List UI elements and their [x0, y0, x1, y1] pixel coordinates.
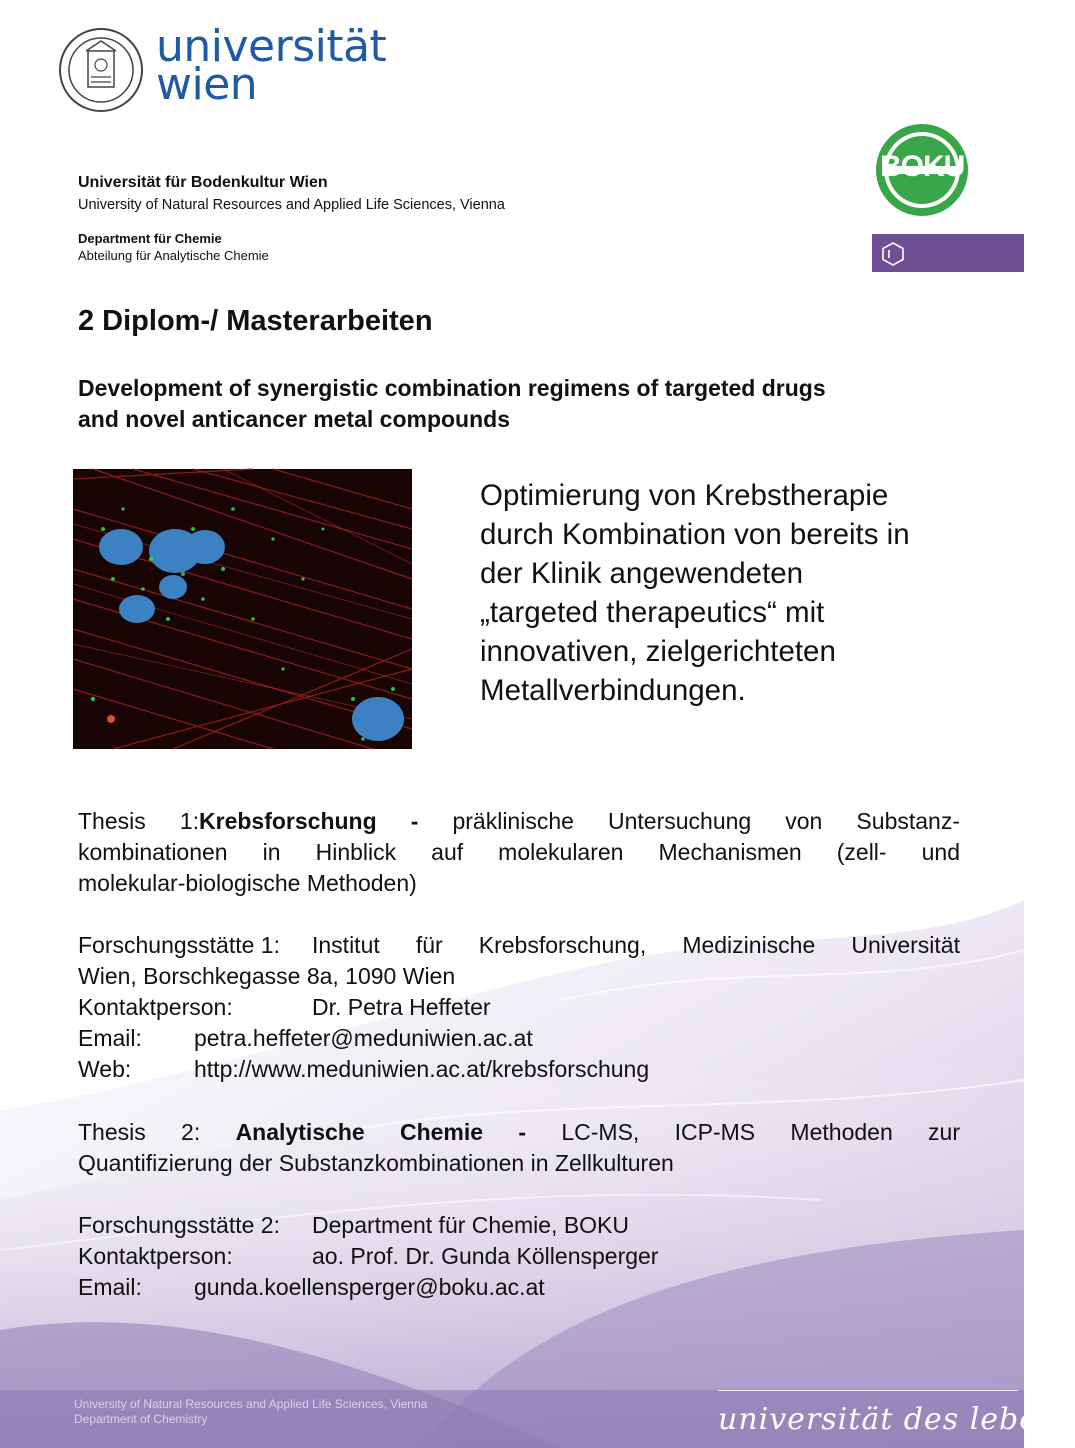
thesis2-description: LC-MS, ICP-MS Methoden zur: [561, 1119, 960, 1145]
site-label: Forschungsstätte 2:: [78, 1212, 280, 1238]
thesis1-web: [78, 1054, 649, 1085]
footer-divider: [718, 1390, 1018, 1391]
footer-slogan: universität des lebens: [718, 1402, 1075, 1437]
thesis1-description: präklinische Untersuchung von Substanz-: [452, 808, 960, 834]
hexagon-icon: [880, 241, 906, 267]
thesis1-topic: Krebsforschung -: [199, 808, 419, 834]
thesis1-description-line: molekular-biologische Methoden): [78, 870, 417, 896]
web-link[interactable]: http://www.meduniwien.ac.at/krebsforschung: [194, 1056, 650, 1082]
contact-label: Kontaktperson:: [78, 994, 233, 1020]
thesis1-site-address: Wien, Borschkegasse 8a, 1090 Wien: [78, 963, 456, 989]
contact-value: ao. Prof. Dr. Gunda Köllensperger: [312, 1243, 659, 1269]
site-value: Institut für Krebsforschung, Medizinische Universität: [312, 932, 960, 958]
thesis1-contact: [78, 992, 491, 1023]
thesis2-heading-line: [78, 1117, 960, 1148]
thesis1-description-line: kombinationen in Hinblick auf molekularen Mechanismen (zell- und: [78, 839, 960, 865]
intro-line: Optimierung von Krebstherapie: [480, 479, 889, 512]
subtitle-line: Development of synergistic combination regimens of targeted drugs: [78, 375, 826, 401]
thesis2-topic: Analytische Chemie -: [235, 1119, 527, 1145]
wordmark-line1: universität: [156, 21, 387, 72]
thesis2-site: [78, 1210, 629, 1241]
footer-department: Department of Chemistry: [74, 1412, 208, 1426]
institution-name-de: Universität für Bodenkultur Wien: [78, 174, 328, 191]
intro-line: durch Kombination von bereits in: [480, 518, 910, 551]
thesis1-email: [78, 1023, 533, 1054]
thesis2-prefix: Thesis 2:: [78, 1119, 201, 1145]
thesis2-contact: [78, 1241, 658, 1272]
web-label: Web:: [78, 1056, 132, 1082]
contact-value: Dr. Petra Heffeter: [312, 994, 491, 1020]
thesis2-email: [78, 1272, 545, 1303]
institution-name-en: University of Natural Resources and Applied Life Sciences, Vienna: [78, 197, 505, 213]
project-subtitle: [78, 373, 958, 435]
intro-line: innovativen, zielgerichteten: [480, 635, 836, 668]
intro-line: Metallverbindungen.: [480, 674, 746, 707]
intro-paragraph: [480, 476, 1000, 710]
thesis1-prefix: Thesis 1:: [78, 808, 200, 834]
division-name: Abteilung für Analytische Chemie: [78, 248, 269, 263]
email-label: Email:: [78, 1274, 142, 1300]
site-value: Department für Chemie, BOKU: [312, 1212, 630, 1238]
university-seal-icon: [58, 27, 144, 113]
email-link[interactable]: petra.heffeter@meduniwien.ac.at: [194, 1025, 533, 1051]
thesis1-heading-line: [78, 806, 960, 837]
email-label: Email:: [78, 1025, 142, 1051]
cell-microscopy-image: [73, 469, 412, 749]
footer-institution: University of Natural Resources and Applied Life Sciences, Vienna: [74, 1397, 428, 1411]
email-link[interactable]: gunda.koellensperger@boku.ac.at: [194, 1274, 545, 1300]
page-title: 2 Diplom-/ Masterarbeiten: [78, 305, 433, 337]
thesis2-description-line: Quantifizierung der Substanzkombinationen in Zellkulturen: [78, 1150, 674, 1176]
thesis1-site: [78, 930, 960, 961]
intro-line: der Klinik angewendeten: [480, 557, 804, 590]
contact-label: Kontaktperson:: [78, 1243, 233, 1269]
department-name: Department für Chemie: [78, 231, 222, 246]
subtitle-line: and novel anticancer metal compounds: [78, 406, 510, 432]
university-wordmark: [156, 21, 396, 110]
intro-line: „targeted therapeutics“ mit: [480, 596, 825, 629]
wordmark-line2: wien: [156, 59, 258, 110]
site-label: Forschungsstätte 1:: [78, 932, 280, 958]
boku-logo-text: BOKU: [880, 150, 965, 183]
